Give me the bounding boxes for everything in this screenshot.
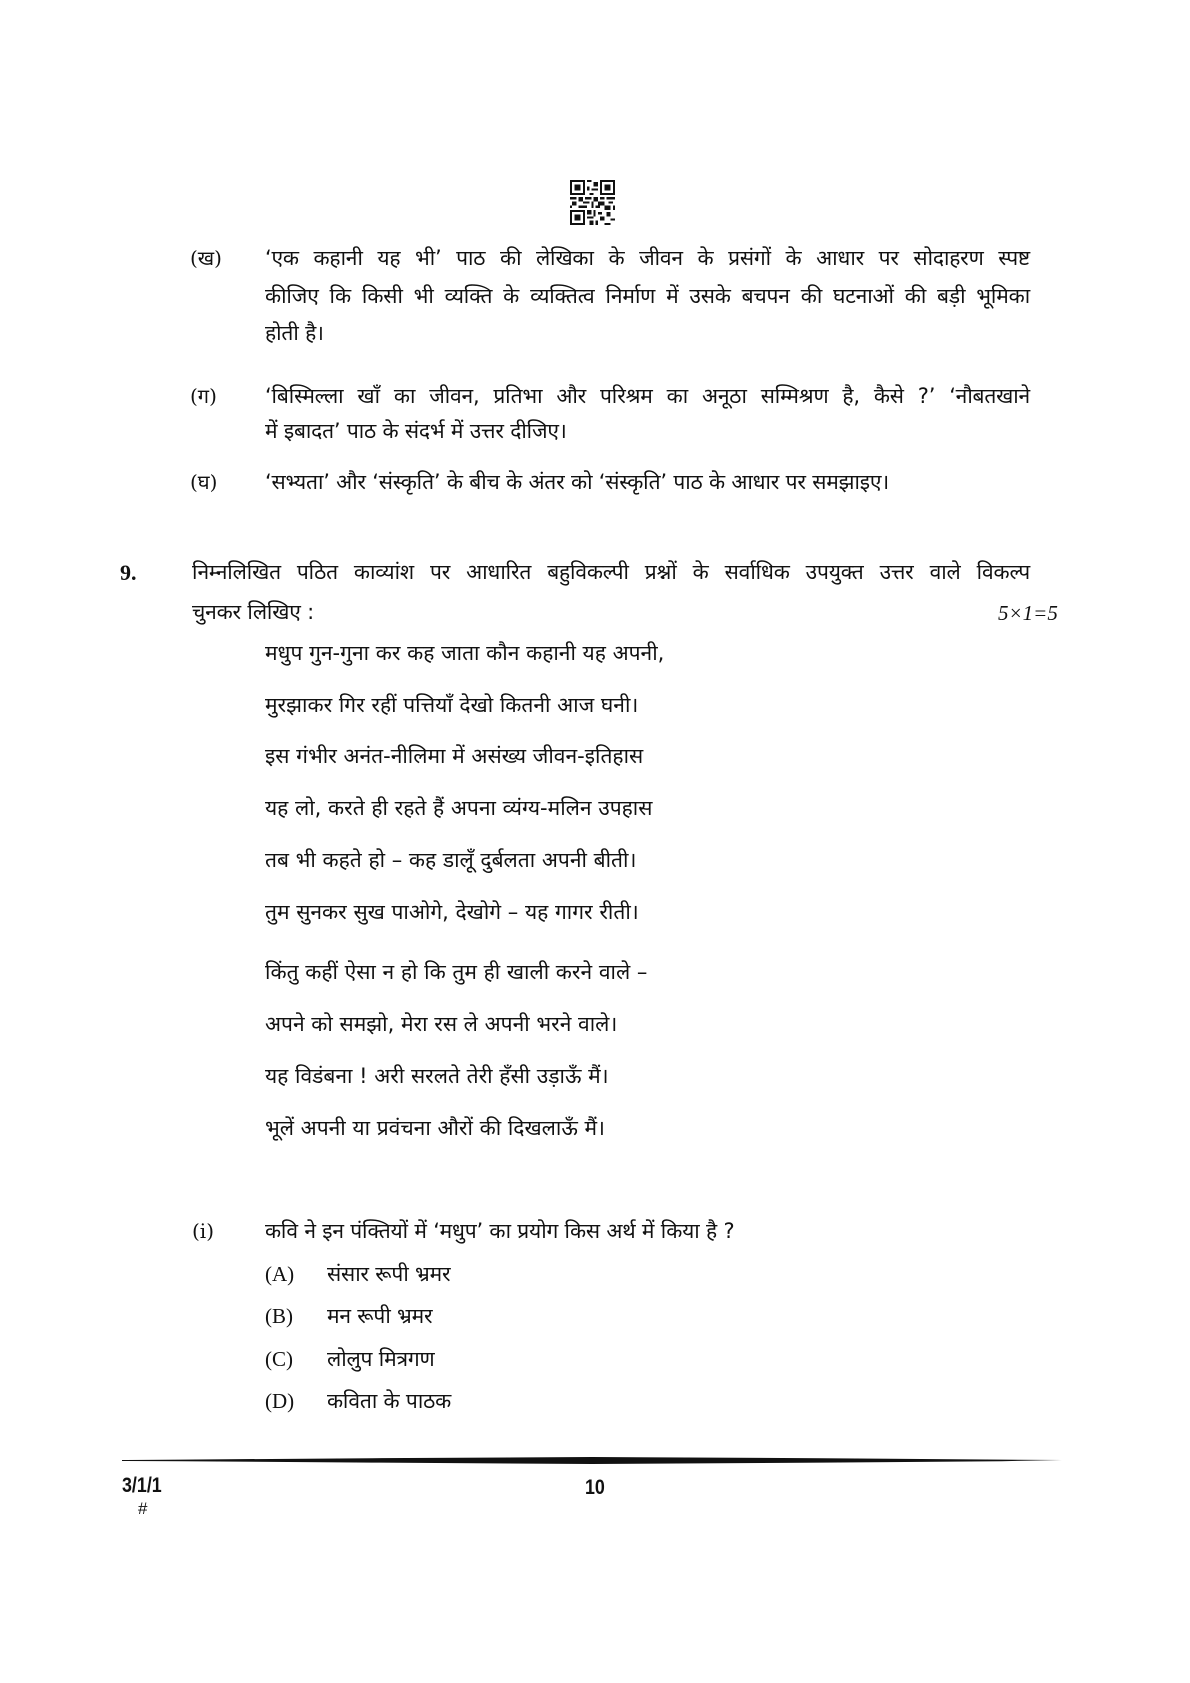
part-text-line: में इबादत’ पाठ के संदर्भ में उत्तर दीजिए। [265, 419, 567, 443]
paper-code: 3/1/1 [122, 1474, 162, 1497]
option-text: कविता के पाठक [327, 1389, 452, 1413]
question-number: 9. [120, 560, 137, 585]
option-text: लोलुप मित्रगण [327, 1347, 435, 1371]
marks-allocation: 5×1=5 [998, 601, 1058, 625]
part-text-line: ‘सभ्यता’ और ‘संस्कृति’ के बीच के अंतर को ‘संस्कृति’ पाठ के आधार पर समझाइए। [265, 470, 889, 494]
poem-line: मुरझाकर गिर रहीं पत्तियाँ देखो कितनी आज घनी। [265, 693, 639, 717]
part-text-line: कीजिए कि किसी भी व्यक्ति के व्यक्तित्व निर्माण में उसके बचपन की घटनाओं की बड़ी भूमिका [265, 284, 1030, 308]
part-label: (ख) [190, 246, 222, 270]
part-text-line: ‘एक कहानी यह भी’ पाठ की लेखिका के जीवन के प्रसंगों के आधार पर सोदाहरण स्पष्ट [265, 246, 1030, 270]
poem-line: यह विडंबना ! अरी सरलते तेरी हँसी उड़ाऊँ मैं। [265, 1064, 609, 1088]
option-label: (D) [265, 1389, 295, 1413]
poem-line: तुम सुनकर सुख पाओगे, देखोगे – यह गागर रीती। [265, 900, 639, 924]
footer-hash-mark: # [138, 1499, 148, 1518]
part-text-line: ‘बिस्मिल्ला खाँ का जीवन, प्रतिभा और परिश्रम का अनूठा सम्मिश्रण है, कैसे ?’ ‘नौबतखाने [265, 384, 1030, 408]
page-number: 10 [585, 1476, 605, 1499]
part-label: (ग) [190, 384, 217, 408]
option-text: मन रूपी भ्रमर [327, 1304, 433, 1328]
part-text-line: होती है। [265, 321, 324, 345]
question-instruction-line: निम्नलिखित पठित काव्यांश पर आधारित बहुविकल्पी प्रश्नों के सर्वाधिक उपयुक्त उत्तर वाले विकल्प [192, 560, 1030, 584]
sub-question-text: कवि ने इन पंक्तियों में ‘मधुप’ का प्रयोग किस अर्थ में किया है ? [265, 1219, 735, 1243]
poem-line: इस गंभीर अनंत-नीलिमा में असंख्य जीवन-इतिहास [265, 744, 644, 768]
option-label: (B) [265, 1304, 293, 1328]
question-instruction-line: चुनकर लिखिए : [192, 600, 315, 624]
poem-line: किंतु कहीं ऐसा न हो कि तुम ही खाली करने वाले – [265, 960, 648, 984]
poem-line: अपने को समझो, मेरा रस ले अपनी भरने वाले। [265, 1012, 618, 1036]
footer-divider [122, 1457, 1062, 1464]
poem-line: यह लो, करते ही रहते हैं अपना व्यंग्य-मलिन उपहास [265, 796, 653, 820]
qr-code-icon [570, 180, 615, 225]
option-text: संसार रूपी भ्रमर [327, 1262, 451, 1286]
poem-line: भूलें अपनी या प्रवंचना औरों की दिखलाऊँ मैं। [265, 1116, 605, 1140]
poem-line: तब भी कहते हो – कह डालूँ दुर्बलता अपनी बीती। [265, 848, 637, 872]
option-label: (C) [265, 1347, 293, 1371]
option-label: (A) [265, 1262, 295, 1286]
sub-question-label: (i) [192, 1219, 215, 1243]
part-label: (घ) [190, 470, 218, 494]
poem-line: मधुप गुन-गुना कर कह जाता कौन कहानी यह अपनी, [265, 641, 665, 665]
